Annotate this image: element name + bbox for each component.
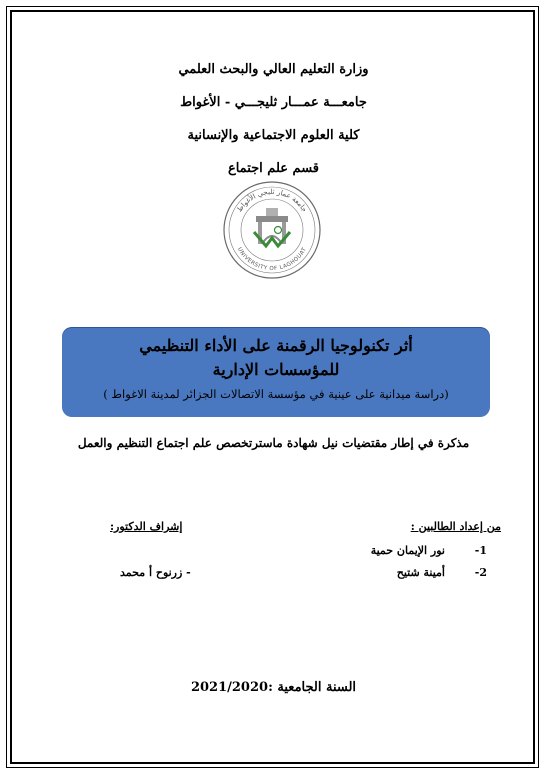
student-2-number: 2- [474,566,487,579]
memo-description: مذكرة في إطار مقتضيات نيل شهادة ماسترتخصص علم اجتماع التنظيم والعمل [77,436,470,450]
student-2-name: أمينة شتيح [396,566,445,579]
department-name: قسم علم اجتماع [227,161,320,176]
ministry-name: وزارة التعليم العالي والبحث العلمي [178,62,369,77]
student-1-number: 1- [474,544,487,557]
supervisor-label: إشراف الدكتور: [110,520,183,533]
student-1-name: نور الإيمان حمية [370,544,445,557]
thesis-title-line1: أثر تكنولوجيا الرقمنة على الأداء التنظيمي [139,336,413,355]
thesis-subtitle: (دراسة ميدانية على عينية في مؤسسة الاتصالات الجزائر لمدينة الاغواط ) [103,387,449,401]
academic-year: السنة الجامعية :2021/2020 [190,680,357,695]
university-logo-icon [222,180,322,280]
students-label: من إعداد الطالبين : [410,520,501,533]
university-name: جامعـــة عمـــار ثليجـــي - الأغواط [180,95,367,110]
logo-arabic-text: جامعة عمار ثليجي الأغواط [235,187,309,214]
faculty-name: كلية العلوم الاجتماعية والإنسانية [187,128,360,143]
thesis-title-line2: للمؤسسات الإدارية [212,360,340,379]
title-box [62,327,490,417]
logo-english-text: UNIVERSITY OF LAGHOUAT [235,246,309,273]
supervisor-name: - زرنوح أ محمد [120,566,191,579]
